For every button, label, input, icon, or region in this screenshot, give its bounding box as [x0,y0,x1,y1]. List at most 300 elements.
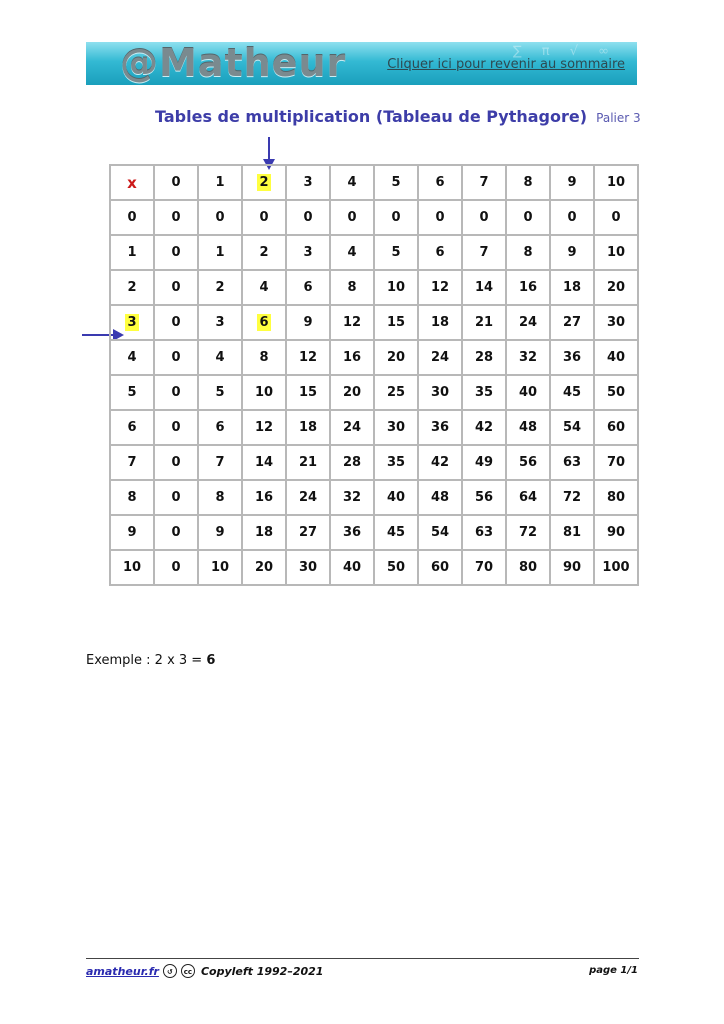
table-row [110,375,638,410]
table-cell [154,480,198,515]
cell-value: 40 [386,490,406,505]
table-cell [550,445,594,480]
cell-value: 10 [386,280,406,295]
row-header-label: 8 [127,490,137,505]
cell-value: 0 [479,210,489,225]
column-header [418,165,462,200]
table-cell [506,200,550,235]
table-cell [374,340,418,375]
table-cell [198,340,242,375]
table-row [110,410,638,445]
cell-value: 28 [342,455,362,470]
table-cell [594,200,638,235]
cell-value: 48 [430,490,450,505]
row-header [110,235,154,270]
row-header-label: 2 [127,280,137,295]
table-cell [374,235,418,270]
row-header [110,305,154,340]
table-cell [506,480,550,515]
cell-value: 54 [562,420,582,435]
cell-value: 0 [259,210,269,225]
table-cell [594,305,638,340]
summary-link[interactable]: Cliquer ici pour revenir au sommaire [387,57,625,72]
row-header-label: 10 [122,560,142,575]
table-cell [154,340,198,375]
cell-value: 56 [474,490,494,505]
cell-value: 0 [347,210,357,225]
row-header [110,375,154,410]
corner-cell [110,165,154,200]
cell-value: 15 [386,315,406,330]
cell-value: 16 [518,280,538,295]
table-cell [462,270,506,305]
cell-value: 7 [215,455,225,470]
cell-value: 0 [171,385,181,400]
cell-value: 32 [342,490,362,505]
table-cell [286,340,330,375]
table-cell [198,480,242,515]
table-cell [506,550,550,585]
cell-value: 0 [435,210,445,225]
table-cell [198,270,242,305]
cell-value: 21 [298,455,318,470]
cell-value: 16 [342,350,362,365]
example-label: Exemple : 2 x 3 = [86,653,207,668]
cell-value: 9 [567,245,577,260]
column-header-label: 2 [259,175,269,190]
table-row [110,550,638,585]
cell-value: 0 [523,210,533,225]
cell-value: 81 [562,525,582,540]
column-header [550,165,594,200]
cell-value: 0 [171,490,181,505]
cell-value: 35 [474,385,494,400]
corner-x-mark: x [127,173,137,192]
cell-value: 0 [171,315,181,330]
cell-value: 30 [606,315,626,330]
table-cell [594,340,638,375]
example-text [86,653,215,668]
table-cell [550,480,594,515]
cell-value: 64 [518,490,538,505]
table-cell [154,235,198,270]
table-cell [242,375,286,410]
table-cell [374,200,418,235]
cell-value: 54 [430,525,450,540]
column-header-label: 0 [171,175,181,190]
row-header [110,410,154,445]
cell-value: 0 [171,245,181,260]
table-cell [286,270,330,305]
cell-value: 42 [474,420,494,435]
cell-value: 16 [254,490,274,505]
table-cell [418,200,462,235]
row-header-label: 4 [127,350,137,365]
cell-value: 12 [430,280,450,295]
column-header [594,165,638,200]
row-header-label: 6 [127,420,137,435]
page-title [155,107,641,126]
cell-value: 7 [479,245,489,260]
table-cell [330,410,374,445]
table-cell [506,305,550,340]
footer-site-link[interactable]: amatheur.fr [86,964,159,978]
table-cell [418,340,462,375]
table-cell [242,480,286,515]
cell-value: 15 [298,385,318,400]
table-cell [418,550,462,585]
row-header [110,445,154,480]
cell-value: 35 [386,455,406,470]
column-header-label: 3 [303,175,313,190]
table-cell [330,200,374,235]
row-header [110,550,154,585]
cell-value: 4 [215,350,225,365]
table-cell [462,410,506,445]
table-cell [330,480,374,515]
table-cell [594,550,638,585]
table-cell [506,515,550,550]
cell-value: 90 [562,560,582,575]
cell-value: 40 [518,385,538,400]
column-header-label: 1 [215,175,225,190]
table-cell [286,410,330,445]
copyleft-icon: ↺ [163,964,177,978]
table-row [110,270,638,305]
column-header-label: 10 [606,175,626,190]
cell-value: 8 [215,490,225,505]
row-header [110,480,154,515]
table-cell [242,550,286,585]
cell-value: 0 [171,560,181,575]
table-cell [198,305,242,340]
cell-value: 36 [562,350,582,365]
row-header-label: 1 [127,245,137,260]
footer-page-number: page 1/1 [589,965,638,976]
row-header [110,515,154,550]
table-cell [418,410,462,445]
cell-value: 0 [611,210,621,225]
table-cell [550,305,594,340]
table-cell [242,305,286,340]
table-cell [242,445,286,480]
table-cell [286,305,330,340]
table-cell [374,480,418,515]
cell-value: 30 [430,385,450,400]
cell-value: 0 [171,420,181,435]
table-cell [550,340,594,375]
column-header [198,165,242,200]
table-cell [462,550,506,585]
cell-value: 30 [298,560,318,575]
cell-value: 1 [215,245,225,260]
row-header-label: 7 [127,455,137,470]
table-cell [374,410,418,445]
cell-value: 4 [347,245,357,260]
table-cell [418,235,462,270]
cell-value: 9 [303,315,313,330]
table-cell [330,235,374,270]
table-cell [198,375,242,410]
cell-value: 80 [518,560,538,575]
table-cell [462,375,506,410]
table-cell [154,200,198,235]
table-cell [154,445,198,480]
table-cell [286,480,330,515]
table-row [110,480,638,515]
cell-value: 42 [430,455,450,470]
title-level: Palier 3 [596,111,641,125]
column-header-label: 9 [567,175,577,190]
column-header [374,165,418,200]
table-cell [330,375,374,410]
table-cell [506,235,550,270]
cell-value: 6 [259,315,269,330]
table-cell [462,235,506,270]
table-cell [330,340,374,375]
column-header-label: 5 [391,175,401,190]
cell-value: 9 [215,525,225,540]
cell-value: 14 [474,280,494,295]
cell-value: 0 [391,210,401,225]
table-cell [594,445,638,480]
table-cell [462,200,506,235]
cell-value: 25 [386,385,406,400]
table-cell [550,410,594,445]
table-cell [198,410,242,445]
table-cell [418,270,462,305]
row-header-label: 5 [127,385,137,400]
cell-value: 60 [606,420,626,435]
table-cell [286,200,330,235]
column-header [462,165,506,200]
cell-value: 2 [259,245,269,260]
cell-value: 28 [474,350,494,365]
cell-value: 5 [391,245,401,260]
table-cell [286,515,330,550]
cell-value: 72 [562,490,582,505]
column-header-label: 8 [523,175,533,190]
cell-value: 24 [430,350,450,365]
table-cell [374,375,418,410]
cell-value: 70 [474,560,494,575]
cell-value: 70 [606,455,626,470]
column-header-label: 7 [479,175,489,190]
table-cell [594,375,638,410]
table-cell [594,270,638,305]
table-cell [374,515,418,550]
cell-value: 27 [562,315,582,330]
table-cell [154,375,198,410]
cell-value: 56 [518,455,538,470]
table-row [110,200,638,235]
table-cell [242,200,286,235]
table-cell [462,480,506,515]
header-row [110,165,638,200]
table-cell [594,410,638,445]
cell-value: 48 [518,420,538,435]
cell-value: 14 [254,455,274,470]
cell-value: 0 [215,210,225,225]
table-cell [550,550,594,585]
cell-value: 0 [171,210,181,225]
cell-value: 4 [259,280,269,295]
banner-decoration: ∑ π √ ∞ [512,44,617,59]
title-main: Tables de multiplication (Tableau de Pythagore) [155,107,588,126]
cell-value: 12 [342,315,362,330]
cell-value: 100 [602,560,630,575]
table-row [110,305,638,340]
cell-value: 12 [254,420,274,435]
table-cell [242,235,286,270]
cell-value: 63 [474,525,494,540]
row-header [110,200,154,235]
footer-copyleft: Copyleft 1992–2021 [200,964,324,978]
table-cell [594,480,638,515]
cell-value: 72 [518,525,538,540]
column-header [330,165,374,200]
cell-value: 2 [215,280,225,295]
table-cell [154,410,198,445]
row-header-label: 0 [127,210,137,225]
site-logo: @Matheur [120,42,347,85]
cell-value: 12 [298,350,318,365]
column-header [242,165,286,200]
table-cell [198,515,242,550]
table-cell [462,340,506,375]
table-cell [550,515,594,550]
cell-value: 24 [298,490,318,505]
cell-value: 8 [347,280,357,295]
header-banner [86,42,637,85]
table-cell [594,515,638,550]
cell-value: 32 [518,350,538,365]
row-header [110,270,154,305]
table-cell [418,480,462,515]
table-cell [550,200,594,235]
cell-value: 0 [171,455,181,470]
table-cell [242,270,286,305]
column-header [506,165,550,200]
table-cell [286,550,330,585]
table-cell [506,340,550,375]
footer-divider [86,958,639,959]
column-header [154,165,198,200]
cell-value: 20 [342,385,362,400]
table-cell [374,445,418,480]
column-header-label: 6 [435,175,445,190]
table-cell [462,445,506,480]
cell-value: 6 [215,420,225,435]
table-cell [506,410,550,445]
table-cell [462,515,506,550]
cell-value: 3 [215,315,225,330]
cell-value: 24 [342,420,362,435]
column-header [286,165,330,200]
table-cell [154,305,198,340]
table-cell [154,515,198,550]
table-cell [550,235,594,270]
cell-value: 8 [259,350,269,365]
cell-value: 8 [523,245,533,260]
cell-value: 90 [606,525,626,540]
table-cell [374,270,418,305]
table-row [110,235,638,270]
table-cell [242,340,286,375]
cell-value: 20 [386,350,406,365]
table-cell [198,235,242,270]
column-header-label: 4 [347,175,357,190]
table-cell [550,270,594,305]
cell-value: 10 [254,385,274,400]
cell-value: 5 [215,385,225,400]
cell-value: 18 [298,420,318,435]
table-cell [330,515,374,550]
cell-value: 0 [171,350,181,365]
table-cell [198,445,242,480]
table-cell [418,375,462,410]
table-row [110,445,638,480]
table-cell [418,515,462,550]
cell-value: 6 [303,280,313,295]
example-result: 6 [206,653,216,668]
cell-value: 18 [254,525,274,540]
cell-value: 63 [562,455,582,470]
table-cell [286,445,330,480]
cell-value: 50 [606,385,626,400]
table-cell [198,200,242,235]
cell-value: 0 [171,525,181,540]
cell-value: 20 [254,560,274,575]
table-cell [594,235,638,270]
cell-value: 27 [298,525,318,540]
creative-commons-icon: cc [181,964,195,978]
cell-value: 60 [430,560,450,575]
table-cell [462,305,506,340]
table-cell [506,445,550,480]
table-cell [506,270,550,305]
table-cell [286,375,330,410]
table-cell [242,410,286,445]
table-cell [330,270,374,305]
row-header-label: 3 [127,315,137,330]
cell-value: 50 [386,560,406,575]
cell-value: 80 [606,490,626,505]
table-cell [374,305,418,340]
cell-value: 40 [342,560,362,575]
table-cell [330,445,374,480]
table-cell [330,550,374,585]
cell-value: 40 [606,350,626,365]
table-cell [374,550,418,585]
cell-value: 3 [303,245,313,260]
cell-value: 30 [386,420,406,435]
cell-value: 10 [606,245,626,260]
table-cell [550,375,594,410]
cell-value: 45 [386,525,406,540]
cell-value: 36 [342,525,362,540]
row-header-label: 9 [127,525,137,540]
table-cell [198,550,242,585]
cell-value: 24 [518,315,538,330]
cell-value: 18 [562,280,582,295]
table-cell [506,375,550,410]
cell-value: 18 [430,315,450,330]
table-cell [154,270,198,305]
cell-value: 20 [606,280,626,295]
multiplication-table [109,164,639,586]
table-cell [330,305,374,340]
